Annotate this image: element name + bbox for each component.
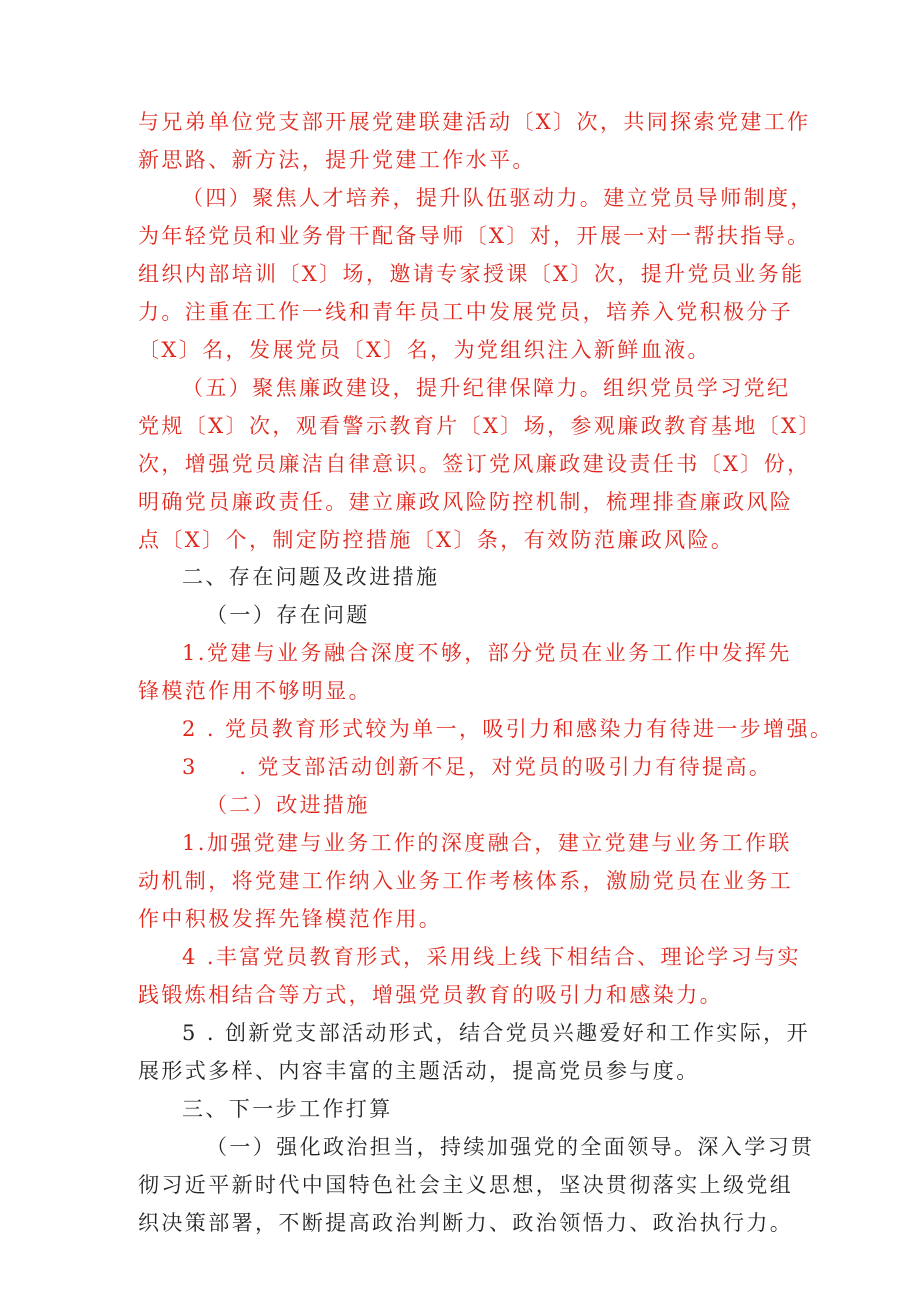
paragraph-line: 践锻炼相结合等方式，增强党员教育的吸引力和感染力。 bbox=[138, 983, 723, 1007]
paragraph-line: 明确党员廉政责任。建立廉政风险防控机制，梳理排查廉政风险 bbox=[138, 490, 794, 514]
section-five-heading-line: （五）聚焦廉政建设，提升纪律保障力。组织党员学习党纪 bbox=[182, 376, 791, 400]
subheading-problems: （一）存在问题 bbox=[206, 603, 370, 627]
paragraph-line: 次，增强党员廉洁自律意识。签订党风廉政建设责任书〔X〕份， bbox=[138, 452, 811, 476]
measure-item-1: 1.加强党建与业务工作的深度融合，建立党建与业务工作联 bbox=[182, 831, 792, 855]
paragraph-line: 锋模范作用不够明显。 bbox=[138, 679, 372, 703]
paragraph-line: 力。注重在工作一线和青年员工中发展党员，培养入党积极分子 bbox=[138, 300, 794, 324]
paragraph-line: 展形式多样、内容丰富的主题活动，提高党员参与度。 bbox=[138, 1059, 700, 1083]
paragraph-line: 点〔X〕个，制定防控措施〔X〕条，有效防范廉政风险。 bbox=[138, 528, 735, 552]
paragraph-line: 新思路、新方法，提升党建工作水平。 bbox=[138, 148, 536, 172]
chapter-three-heading: 三、下一步工作打算 bbox=[182, 1097, 393, 1121]
section-four-heading-line: （四）聚焦人才培养，提升队伍驱动力。建立党员导师制度， bbox=[182, 186, 814, 210]
paragraph-line: 〔X〕名，发展党员〔X〕名，为党组织注入新鲜血液。 bbox=[138, 338, 711, 362]
measure-item-4: 4 .丰富党员教育形式，采用线上线下相结合、理论学习与实 bbox=[182, 945, 801, 969]
subheading-measures: （二）改进措施 bbox=[206, 793, 370, 817]
paragraph-line: 动机制，将党建工作纳入业务工作考核体系，激励党员在业务工 bbox=[138, 869, 794, 893]
paragraph-line: 组织内部培训〔X〕场，邀请专家授课〔X〕次，提升党员业务能 bbox=[138, 262, 805, 286]
problem-item-1: 1.党建与业务融合深度不够，部分党员在业务工作中发挥先 bbox=[182, 641, 792, 665]
plan-item-1: （一）强化政治担当，持续加强党的全面领导。深入学习贯 bbox=[206, 1135, 815, 1159]
paragraph-line: 彻习近平新时代中国特色社会主义思想，坚决贯彻落实上级党组 bbox=[138, 1173, 794, 1197]
problem-item-3: 3 . 党支部活动创新不足，对党员的吸引力有待提高。 bbox=[182, 755, 773, 779]
paragraph-line: 党规〔X〕次，观看警示教育片〔X〕场，参观廉政教育基地〔X〕 bbox=[138, 414, 822, 438]
paragraph-line: 作中积极发挥先锋模范作用。 bbox=[138, 907, 443, 931]
paragraph-line: 与兄弟单位党支部开展党建联建活动〔X〕次，共同探索党建工作 bbox=[138, 110, 811, 134]
chapter-two-heading: 二、存在问题及改进措施 bbox=[182, 565, 440, 589]
measure-item-5: 5 . 创新党支部活动形式，结合党员兴趣爱好和工作实际，开 bbox=[182, 1021, 810, 1045]
paragraph-line: 为年轻党员和业务骨干配备导师〔X〕对，开展一对一帮扶指导。 bbox=[138, 224, 811, 248]
paragraph-line: 织决策部署，不断提高政治判断力、政治领悟力、政治执行力。 bbox=[138, 1211, 794, 1235]
problem-item-2: 2 . 党员教育形式较为单一，吸引力和感染力有待进一步增强。 bbox=[182, 717, 834, 741]
